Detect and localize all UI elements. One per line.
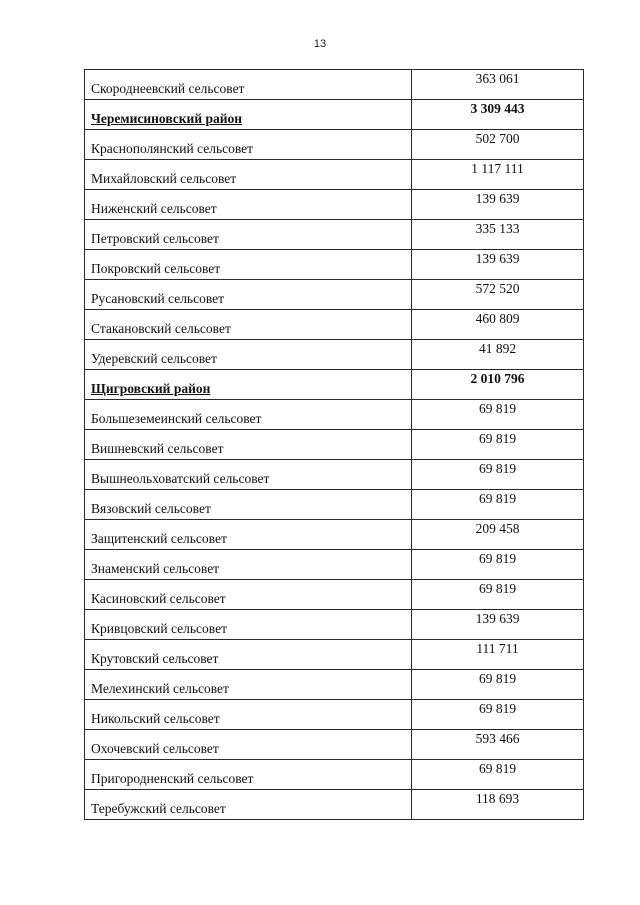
settlement-value: 111 711 [412, 640, 584, 670]
district-name: Щигровский район [91, 381, 211, 396]
settlement-value: 69 819 [412, 670, 584, 700]
settlement-value: 460 809 [412, 310, 584, 340]
settlement-name-cell [85, 520, 412, 550]
settlement-row [85, 250, 584, 280]
district-total-value: 3 309 443 [412, 100, 584, 130]
settlement-name-cell [85, 670, 412, 700]
allocation-table [84, 69, 584, 820]
settlement-value: 69 819 [412, 400, 584, 430]
settlement-value: 69 819 [412, 700, 584, 730]
district-row [85, 100, 584, 130]
settlement-name-cell [85, 250, 412, 280]
settlement-value: 69 819 [412, 430, 584, 460]
settlement-value: 69 819 [412, 580, 584, 610]
settlement-value: 335 133 [412, 220, 584, 250]
settlement-name-cell [85, 490, 412, 520]
settlement-name: Покровский сельсовет [91, 261, 221, 276]
settlement-value: 118 693 [412, 790, 584, 820]
settlement-name-cell [85, 280, 412, 310]
page-number: 13 [313, 38, 327, 50]
settlement-value: 209 458 [412, 520, 584, 550]
settlement-row [85, 130, 584, 160]
settlement-name-cell [85, 340, 412, 370]
settlement-value: 363 061 [412, 70, 584, 100]
settlement-row [85, 790, 584, 820]
settlement-value: 593 466 [412, 730, 584, 760]
settlement-name: Удеревский сельсовет [91, 351, 217, 366]
settlement-row [85, 550, 584, 580]
allocation-table-body [85, 70, 584, 820]
settlement-name: Вишневский сельсовет [91, 441, 224, 456]
settlement-name: Ниженский сельсовет [91, 201, 217, 216]
settlement-name-cell [85, 310, 412, 340]
settlement-row [85, 520, 584, 550]
settlement-name: Скороднеевский сельсовет [91, 81, 245, 96]
settlement-value: 139 639 [412, 190, 584, 220]
settlement-name: Теребужский сельсовет [91, 801, 226, 816]
settlement-name: Краснополянский сельсовет [91, 141, 254, 156]
settlement-name-cell [85, 130, 412, 160]
settlement-row [85, 460, 584, 490]
settlement-name: Кривцовский сельсовет [91, 621, 227, 636]
settlement-name: Знаменский сельсовет [91, 561, 220, 576]
settlement-name-cell [85, 640, 412, 670]
settlement-row [85, 490, 584, 520]
settlement-name-cell [85, 550, 412, 580]
settlement-value: 572 520 [412, 280, 584, 310]
settlement-row [85, 670, 584, 700]
settlement-row [85, 280, 584, 310]
settlement-row [85, 730, 584, 760]
settlement-row [85, 220, 584, 250]
settlement-value: 41 892 [412, 340, 584, 370]
settlement-value: 1 117 111 [412, 160, 584, 190]
settlement-name-cell [85, 460, 412, 490]
settlement-row [85, 760, 584, 790]
settlement-name-cell [85, 70, 412, 100]
settlement-value: 502 700 [412, 130, 584, 160]
settlement-row [85, 70, 584, 100]
settlement-row [85, 580, 584, 610]
settlement-name: Вязовский сельсовет [91, 501, 211, 516]
settlement-row [85, 310, 584, 340]
settlement-row [85, 400, 584, 430]
settlement-name: Большеземеинский сельсовет [91, 411, 262, 426]
settlement-name-cell [85, 430, 412, 460]
settlement-name: Михайловский сельсовет [91, 171, 237, 186]
settlement-name: Касиновский сельсовет [91, 591, 226, 606]
settlement-name-cell [85, 700, 412, 730]
settlement-name: Русановский сельсовет [91, 291, 225, 306]
settlement-row [85, 700, 584, 730]
settlement-name-cell [85, 760, 412, 790]
settlement-name-cell [85, 580, 412, 610]
settlement-name-cell [85, 610, 412, 640]
settlement-value: 69 819 [412, 760, 584, 790]
settlement-value: 139 639 [412, 610, 584, 640]
settlement-name: Защитенский сельсовет [91, 531, 227, 546]
settlement-name: Никольский сельсовет [91, 711, 220, 726]
settlement-row [85, 640, 584, 670]
settlement-name-cell [85, 400, 412, 430]
settlement-row [85, 340, 584, 370]
settlement-name: Крутовский сельсовет [91, 651, 219, 666]
settlement-name: Пригородненский сельсовет [91, 771, 254, 786]
district-row [85, 370, 584, 400]
settlement-name: Охочевский сельсовет [91, 741, 219, 756]
settlement-row [85, 190, 584, 220]
settlement-name-cell [85, 790, 412, 820]
settlement-value: 69 819 [412, 550, 584, 580]
settlement-value: 69 819 [412, 460, 584, 490]
settlement-name: Петровский сельсовет [91, 231, 219, 246]
district-name-cell [85, 100, 412, 130]
settlement-value: 139 639 [412, 250, 584, 280]
settlement-name-cell [85, 190, 412, 220]
settlement-value: 69 819 [412, 490, 584, 520]
settlement-row [85, 430, 584, 460]
district-total-value: 2 010 796 [412, 370, 584, 400]
settlement-row [85, 160, 584, 190]
settlement-name-cell [85, 730, 412, 760]
settlement-name-cell [85, 220, 412, 250]
district-name: Черемисиновский район [91, 111, 243, 126]
settlement-name: Вышнеольховатский сельсовет [91, 471, 270, 486]
settlement-row [85, 610, 584, 640]
settlement-name-cell [85, 160, 412, 190]
settlement-name: Мелехинский сельсовет [91, 681, 229, 696]
settlement-name: Стакановский сельсовет [91, 321, 231, 336]
district-name-cell [85, 370, 412, 400]
